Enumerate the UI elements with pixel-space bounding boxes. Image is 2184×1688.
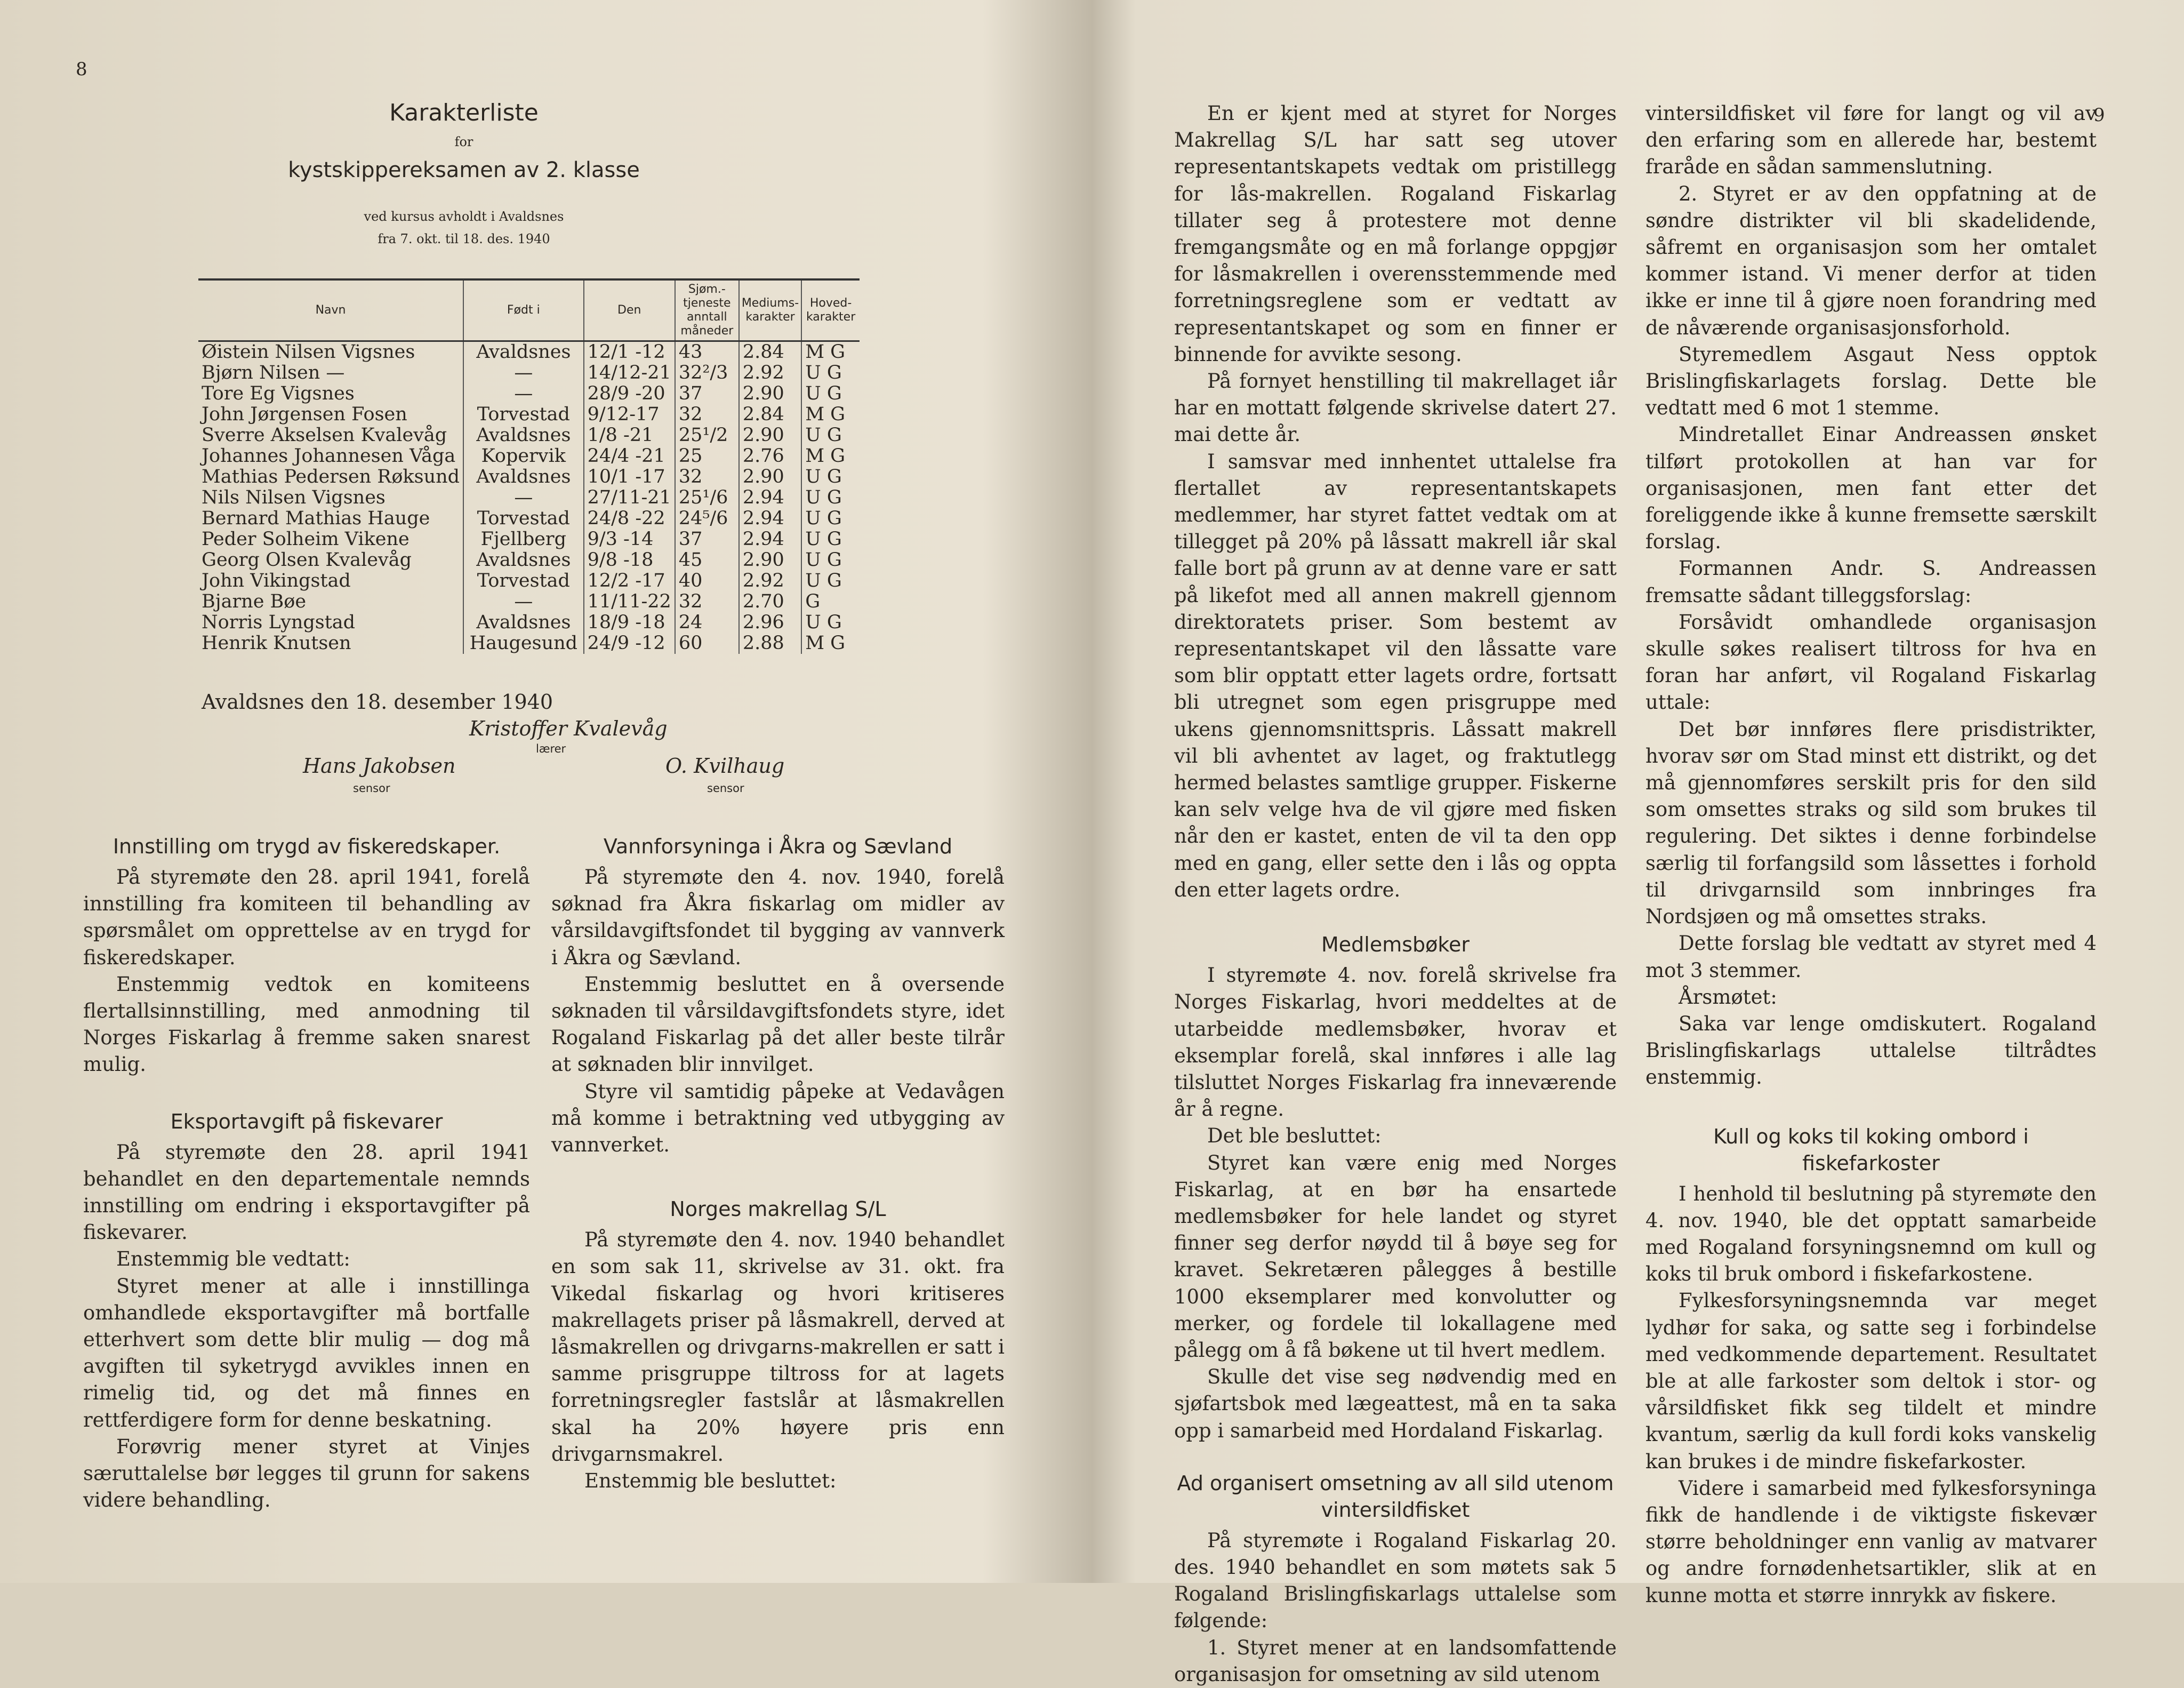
student-months: 25: [675, 446, 739, 467]
table-row: [198, 341, 860, 363]
paragraph: Mindretallet Einar Andreassen ønsket tilført protokollen at han var for organisasjonen, men fant etter det foreliggende ikke å kunne fremsette særskilt forslag.: [1645, 423, 2097, 554]
header-date: Den: [584, 279, 675, 341]
paragraph: 1. Styret mener at en landsomfattende organisasjon for omsetning av sild utenom: [1174, 1636, 1617, 1686]
student-born: —: [463, 383, 584, 404]
paragraph: En er kjent med at styret for Norges Makrellag S/L har satt seg utover representantskapets vedtak om pristillegg for lås-makrellen. Rogaland Fiskarlag tillater seg å protestere mot denne fremgangsmåte og en må forlange oppgjør for låsmakrellen i overensstemmende med forretningsreglene som er vedtatt av representantskapet og som en finner er binnende for avvikte sesong.: [1174, 102, 1617, 366]
student-main-grade: U G: [801, 571, 860, 591]
paragraph: Enstemmig vedtok en komiteens flertallsinnstilling, med anmodning til Norges Fiskarlag å fremme saken snarest mulig.: [83, 972, 530, 1076]
paragraph: Det ble besluttet:: [1207, 1124, 1382, 1148]
student-born: Avaldsnes: [463, 550, 584, 571]
list-subtitle: kystskippereksamen av 2. klasse: [288, 158, 640, 182]
student-avg-grade: 2.88: [739, 633, 801, 654]
heading-omsetning-2: vintersildfisket: [1321, 1498, 1470, 1522]
student-avg-grade: 2.94: [739, 487, 801, 508]
student-months: 43: [675, 341, 739, 363]
student-main-grade: U G: [801, 383, 860, 404]
table-row: [198, 404, 860, 425]
student-name: Bjørn Nilsen —: [202, 362, 345, 383]
student-date: 11/11-22: [584, 591, 675, 612]
student-born: Fjellberg: [463, 529, 584, 550]
paragraph: 2. Styret er av den oppfatning at de søndre distrikter vil bli skadelidende, såfremt en organisasjon som her omtalet kommer istand. Vi mener derfor at tiden ikke er inne til å gjøre noen forandring med de nåværende organisasjonsforhold.: [1645, 182, 2097, 339]
student-months: 60: [675, 633, 739, 654]
student-name: Mathias Pedersen Røksund: [202, 466, 460, 487]
table-row: [198, 591, 860, 612]
table-row: [198, 529, 860, 550]
header-born: Født i: [463, 279, 584, 341]
table-row: [198, 571, 860, 591]
paragraph: I henhold til beslutning på styremøte den 4. nov. 1940, ble det opptatt samarbeide med Rogaland forsyningsnemnd om kull og koks til bruk ombord i fiskefarkostene.: [1645, 1182, 2097, 1286]
student-date: 9/3 -14: [584, 529, 675, 550]
paragraph: På styremøte den 4. nov. 1940 behandlet en som sak 11, skrivelse av 31. okt. fra Vikedal fiskarlag og hvori kritiseres makrellagets priser på låsmakrell, derved at låsmakrellen og drivgarns-makrellen er satt i samme prisgruppe tiltross for at lagets forretningsregler fastslår at låsmakrellen skal ha 20% høyere pris enn drivgarnsmakrel.: [551, 1228, 1005, 1466]
student-months: 24: [675, 612, 739, 633]
student-main-grade: M G: [801, 446, 860, 467]
place-date: Avaldsnes den 18. desember 1940: [202, 690, 553, 714]
student-avg-grade: 2.70: [739, 591, 801, 612]
student-main-grade: U G: [801, 363, 860, 383]
table-row: [198, 508, 860, 529]
paragraph: Forøvrig mener styret at Vinjes særuttalelse bør legges til grunn for sakens videre behandling.: [83, 1435, 530, 1512]
student-born: Avaldsnes: [463, 341, 584, 363]
paragraph: Styremedlem Asgaut Ness opptok Brislingfiskarlagets forslag. Dette ble vedtatt med 6 mot 1 stemme.: [1645, 342, 2097, 420]
student-avg-grade: 2.90: [739, 467, 801, 487]
student-main-grade: U G: [801, 612, 860, 633]
list-title: Karakterliste: [389, 99, 539, 126]
student-months: 24⁵/6: [675, 508, 739, 529]
page-number-right: 9: [2093, 105, 2105, 126]
student-date: 10/1 -17: [584, 467, 675, 487]
student-main-grade: U G: [801, 508, 860, 529]
student-name: Norris Lyngstad: [202, 612, 356, 633]
left-page: [0, 0, 1088, 1583]
paragraph: Styret kan være enig med Norges Fiskarlag, at en bør ha ensartede medlemsbøker for hele landet og styret finner seg derfor nøydd til å bøye seg for kravet. Sekretæren pålegges å bestille 1000 eksemplarer med konvolutter og merker, og fordele til lokallagene med pålegg om å få bøkene ut til hvert medlem.: [1174, 1151, 1617, 1362]
paragraph: Saka var lenge omdiskutert. Rogaland Brislingfiskarlags uttalelse tiltrådtes enstemmig.: [1645, 1012, 2097, 1089]
paragraph: Det bør innføres flere prisdistrikter, hvorav sør om Stad minst ett distrikt, og det må gjennomføres serskilt pris for den sild som omsettes straks og sild som brukes til regulering. Det siktes i denne forbindelse særlig til forfangsild som låssettes i forhold til drivgarnsild som innbringes fra Nordsjøen og må omsettes straks.: [1645, 717, 2097, 929]
student-date: 27/11-21: [584, 487, 675, 508]
student-months: 25¹/2: [675, 425, 739, 446]
student-avg-grade: 2.84: [739, 341, 801, 363]
student-main-grade: U G: [801, 487, 860, 508]
table-row: [198, 363, 860, 383]
paragraph: Årsmøtet:: [1679, 985, 1777, 1009]
student-avg-grade: 2.84: [739, 404, 801, 425]
course-line-2: fra 7. okt. til 18. des. 1940: [378, 231, 550, 246]
paragraph: Styre vil samtidig påpeke at Vedavågen må komme i betraktning ved utbygging av vannverket.: [551, 1079, 1005, 1157]
paragraph: Enstemmig ble besluttet:: [584, 1469, 837, 1493]
table-row: [198, 446, 860, 467]
right-page: [1104, 0, 2184, 1686]
student-date: 24/4 -21: [584, 446, 675, 467]
student-name: Bjarne Bøe: [202, 591, 307, 612]
student-avg-grade: 2.92: [739, 571, 801, 591]
paragraph: Enstemmig besluttet en å oversende søknaden til vårsildavgiftsfondets styre, idet Rogaland Fiskarlag på det aller beste tilrår at søknaden blir innvilget.: [551, 972, 1005, 1076]
student-name: Peder Solheim Vikene: [202, 529, 410, 550]
heading-trygd: Innstilling om trygd av fiskeredskaper.: [113, 835, 501, 858]
sensor2-signature: O. Kvilhaug: [665, 754, 785, 778]
student-months: 32: [675, 591, 739, 612]
paragraph: På styremøte den 28. april 1941 behandlet en den departementale nemnds innstilling om endring i eksportavgifter på fiskevarer.: [83, 1140, 530, 1244]
teacher-signature: Kristoffer Kvalevåg: [469, 717, 668, 740]
student-months: 25¹/6: [675, 487, 739, 508]
student-months: 45: [675, 550, 739, 571]
header-name: Navn: [198, 279, 463, 341]
student-name: Johannes Johannesen Våga: [202, 445, 456, 467]
student-name: Tore Eg Vigsnes: [202, 383, 355, 404]
heading-kull-koks: Kull og koks til koking ombord i: [1713, 1124, 2029, 1148]
student-name: Bernard Mathias Hauge: [202, 508, 430, 529]
student-date: 9/12-17: [584, 404, 675, 425]
student-date: 28/9 -20: [584, 383, 675, 404]
student-main-grade: U G: [801, 467, 860, 487]
paragraph: Dette forslag ble vedtatt av styret med 4 mot 3 stemmer.: [1645, 932, 2097, 982]
student-date: 1/8 -21: [584, 425, 675, 446]
heading-eksportavgift: Eksportavgift på fiskevarer: [170, 1109, 443, 1133]
student-name: John Jørgensen Fosen: [202, 404, 407, 425]
student-main-grade: U G: [801, 425, 860, 446]
list-title-for: for: [454, 134, 473, 149]
sensor1-role: sensor: [353, 782, 390, 795]
paragraph: Forsåvidt omhandlede organisasjon skulle søkes realisert tiltross for hva en foran har anført, vil Rogaland Fiskarlag uttale:: [1645, 610, 2097, 714]
paragraph: Videre i samarbeid med fylkesforsyninga fikk de handlende i de viktigste fiskevær større beholdninger enn vanlig av matvarer og andre fornødenhetsartikler, slik at en kunne motta et større innrykk av fiskere.: [1645, 1476, 2097, 1607]
heading-omsetning: Ad organisert omsetning av all sild utenom: [1177, 1471, 1614, 1495]
paragraph: Formannen Andr. S. Andreassen fremsatte sådant tilleggsforslag:: [1645, 557, 2097, 607]
student-avg-grade: 2.90: [739, 550, 801, 571]
student-date: 12/2 -17: [584, 571, 675, 591]
student-born: —: [463, 363, 584, 383]
paragraph: På styremøte i Rogaland Fiskarlag 20. des. 1940 behandlet en som møtets sak 5 Rogaland Brislingfiskarlags uttalelse som følgende:: [1174, 1529, 1617, 1633]
table-row: [198, 633, 860, 654]
course-line-1: ved kursus avholdt i Avaldsnes: [364, 209, 564, 224]
student-born: Torvestad: [463, 571, 584, 591]
student-main-grade: U G: [801, 550, 860, 571]
left-column-1: [83, 833, 530, 1514]
grade-table-body: [198, 341, 860, 654]
heading-makrellag: Norges makrellag S/L: [670, 1197, 886, 1221]
student-date: 9/8 -18: [584, 550, 675, 571]
student-name: Nils Nilsen Vigsnes: [202, 487, 386, 508]
student-avg-grade: 2.76: [739, 446, 801, 467]
page-number-left: 8: [76, 59, 87, 80]
table-row: [198, 550, 860, 571]
student-months: 32: [675, 404, 739, 425]
student-name: John Vikingstad: [202, 570, 351, 591]
student-avg-grade: 2.92: [739, 363, 801, 383]
student-date: 12/1 -12: [584, 341, 675, 363]
student-avg-grade: 2.94: [739, 529, 801, 550]
student-name: Henrik Knutsen: [202, 633, 351, 654]
student-months: 32²/3: [675, 363, 739, 383]
student-name: Sverre Akselsen Kvalevåg: [202, 425, 447, 446]
right-column-2: [1645, 100, 2097, 1609]
grade-table: [198, 278, 860, 654]
student-avg-grade: 2.96: [739, 612, 801, 633]
paragraph: Fylkesforsyningsnemnda var meget lydhør for saka, og satte seg i forbindelse med vedkommende departement. Resultatet ble at alle farkoster som deltok i stor- og vårsildfisket fikk seg tildelt et mindre kvantum, særlig da kull fordi koks vanskelig kan brukes i de mindre fiskefarkoster.: [1645, 1289, 2097, 1473]
paragraph: I samsvar med innhentet uttalelse fra flertallet av representantskapets medlemmer, har styret fattet vedtak om at tillegget på 20% på låssatt makrell iår skal falle bort på grunn av at denne vare er satt på likefot med all annen makrell gjennom direktoratets priser. Som bestemt av representantskapet vil den låssatte vare som blir opptatt etter lagets ordre, fortsatt bli utregnet som egen prisgruppe med ukens gjennomsnittspris. Låssatt makrell vil bli avhentet av laget, og fraktutlegg hermed belastes samtlige grupper. Fiskerne kan selv velge hva de vil gjøre med fisken når den er kastet, enten de vil ta den opp med en gang, eller sette den i lås og oppta den etter lagets ordre.: [1174, 450, 1617, 901]
student-avg-grade: 2.90: [739, 383, 801, 404]
paragraph: Skulle det vise seg nødvendig med en sjøfartsbok med lægeattest, må en ta saka opp i samarbeid med Hordaland Fiskarlag.: [1174, 1365, 1617, 1442]
student-born: —: [463, 591, 584, 612]
left-column-2: [551, 833, 1005, 1494]
student-born: Haugesund: [463, 633, 584, 654]
student-born: Torvestad: [463, 508, 584, 529]
student-months: 32: [675, 467, 739, 487]
right-column-1: [1174, 100, 1617, 1688]
paragraph: I styremøte 4. nov. forelå skrivelse fra Norges Fiskarlag, hvori meddeltes at de utarbeidde medlemsbøker, hvorav et eksemplar forelå, skal innføres i alle lag tilsluttet Norges Fiskarlag fra inneværende år å regne.: [1174, 964, 1617, 1121]
header-main-grade: Hoved-karakter: [801, 279, 860, 341]
student-name: Øistein Nilsen Vigsnes: [202, 341, 415, 363]
student-born: Avaldsnes: [463, 612, 584, 633]
sensor1-signature: Hans Jakobsen: [303, 754, 456, 778]
student-born: Torvestad: [463, 404, 584, 425]
student-born: —: [463, 487, 584, 508]
table-row: [198, 612, 860, 633]
student-main-grade: U G: [801, 529, 860, 550]
heading-vannforsyning: Vannforsyninga i Åkra og Sævland: [603, 835, 953, 858]
paragraph: På styremøte den 4. nov. 1940, forelå søknad fra Åkra fiskarlag om midler av vårsildavgiftsfondet til bygging av vannverk i Åkra og Sævland.: [551, 866, 1005, 969]
paragraph: På styremøte den 28. april 1941, forelå innstilling fra komiteen til behandling av spørsmålet om opprettelse av en trygd for fiskeredskaper.: [83, 866, 530, 969]
table-row: [198, 487, 860, 508]
table-row: [198, 425, 860, 446]
student-main-grade: M G: [801, 341, 860, 363]
table-row: [198, 383, 860, 404]
paragraph: Styret mener at alle i innstillinga omhandlede eksportavgifter må bortfalle etterhvert som dette blir mulig — dog må avgiften til syketrygd avvikles innen en rimelig tid, og det må finnes en rettferdigere form for denne beskatning.: [83, 1274, 530, 1431]
paragraph: vintersildfisket vil føre for langt og vil av den erfaring som en allerede har, bestemt fraråde en sådan sammenslutning.: [1645, 102, 2097, 179]
grade-table-header: [198, 279, 860, 341]
student-date: 24/9 -12: [584, 633, 675, 654]
student-main-grade: M G: [801, 404, 860, 425]
table-row: [198, 467, 860, 487]
heading-medlemsboker: Medlemsbøker: [1321, 933, 1470, 957]
student-date: 24/8 -22: [584, 508, 675, 529]
student-main-grade: G: [801, 591, 860, 612]
student-born: Avaldsnes: [463, 425, 584, 446]
student-born: Avaldsnes: [463, 467, 584, 487]
student-avg-grade: 2.94: [739, 508, 801, 529]
student-name: Georg Olsen Kvalevåg: [202, 549, 412, 571]
student-born: Kopervik: [463, 446, 584, 467]
student-months: 37: [675, 529, 739, 550]
paragraph: Enstemmig ble vedtatt:: [116, 1247, 350, 1271]
student-main-grade: M G: [801, 633, 860, 654]
student-date: 18/9 -18: [584, 612, 675, 633]
paragraph: På fornyet henstilling til makrellaget iår har en mottatt følgende skrivelse datert 27. mai dette år.: [1174, 370, 1617, 446]
header-sea-service: Sjøm.-tjeneste anntall måneder: [675, 279, 739, 341]
student-months: 37: [675, 383, 739, 404]
student-months: 40: [675, 571, 739, 591]
header-avg-grade: Mediums-karakter: [739, 279, 801, 341]
sensor2-role: sensor: [707, 782, 744, 795]
teacher-role: lærer: [536, 742, 566, 755]
student-avg-grade: 2.90: [739, 425, 801, 446]
student-date: 14/12-21: [584, 363, 675, 383]
heading-kull-koks-2: fiskefarkoster: [1802, 1151, 1940, 1175]
